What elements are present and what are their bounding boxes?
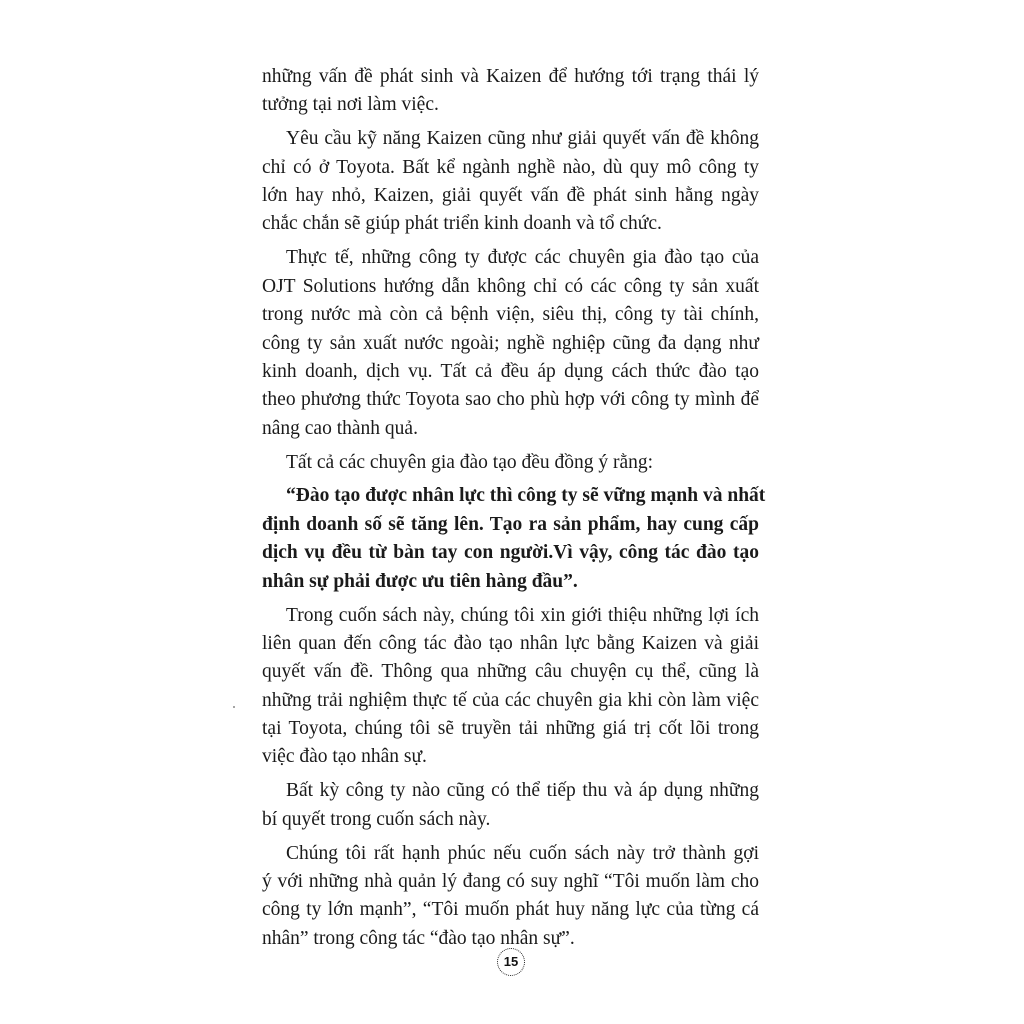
text-line: những vấn đề phát sinh và Kaizen để hướng tới trạng thái lý [262,66,759,87]
text-line: tại Toyota, chúng tôi sẽ truyền tải những giá trị cốt lõi trong [262,718,759,740]
paragraph [262,244,759,443]
text-line: tưởng tại nơi làm việc. [262,94,439,116]
paragraph [262,449,759,477]
paragraph [262,777,759,834]
text-line: bí quyết trong cuốn sách này. [262,808,491,830]
text-line: Bất kỳ công ty nào cũng có thể tiếp thu và áp dụng những [286,780,759,802]
text-line: định doanh số sẽ tăng lên. Tạo ra sản phẩm, hay cung cấp [262,513,759,535]
text-line: nhân” trong công tác “đào tạo nhân sự”. [262,927,575,949]
page-number: 15 [497,948,525,976]
text-line: ý với những nhà quản lý đang có suy nghĩ “Tôi muốn làm cho [262,871,759,893]
text-line: Thực tế, những công ty được các chuyên gia đào tạo của [286,247,759,269]
text-line: Chúng tôi rất hạnh phúc nếu cuốn sách này trở thành gợi [286,842,759,864]
text-line: Tất cả các chuyên gia đào tạo đều đồng ý rằng: [286,451,654,473]
text-line: trong nước mà còn cả bệnh viện, siêu thị, công ty tài chính, [262,304,759,326]
paragraph [262,63,759,120]
text-line: chỉ có ở Toyota. Bất kể ngành nghề nào, dù quy mô công ty [262,156,759,178]
text-line: công ty sản xuất nước ngoài; nghề nghiệp cũng đa dạng như [262,332,759,354]
text-line: Trong cuốn sách này, chúng tôi xin giới thiệu những lợi ích [286,604,759,626]
text-line: Yêu cầu kỹ năng Kaizen cũng như giải quyết vấn đề không [286,128,759,150]
text-line: kinh doanh, dịch vụ. Tất cả đều áp dụng cách thức đào tạo [262,360,759,382]
margin-mark [233,706,235,708]
text-line: theo phương thức Toyota sao cho phù hợp với công ty mình để [262,389,759,411]
text-line: nâng cao thành quả. [262,417,418,439]
book-page-text [262,63,766,959]
text-line: công ty lớn mạnh”, “Tôi muốn phát huy năng lực của từng cá [262,899,759,921]
paragraph [262,602,759,772]
text-line: việc đào tạo nhân sự. [262,746,427,768]
bold-quote [262,482,766,596]
text-line: những trải nghiệm thực tế của các chuyên gia khi còn làm việc [262,689,759,711]
text-line: “Đào tạo được nhân lực thì công ty sẽ vững mạnh và nhất [286,485,766,507]
text-line: OJT Solutions hướng dẫn không chỉ có các công ty sản xuất [262,275,759,297]
text-line: liên quan đến công tác đào tạo nhân lực bằng Kaizen và giải [262,632,759,654]
text-line: chắc chắn sẽ giúp phát triển kinh doanh và tổ chức. [262,213,662,235]
text-line: dịch vụ đều từ bàn tay con người.Vì vậy, công tác đào tạo [262,542,759,564]
text-line: lớn hay nhỏ, Kaizen, giải quyết vấn đề phát sinh hằng ngày [262,185,759,207]
paragraph [262,125,759,239]
text-line: nhân sự phải được ưu tiên hàng đầu”. [262,570,578,592]
paragraph [262,840,759,954]
text-line: quyết vấn đề. Thông qua những câu chuyện cụ thể, cũng là [262,661,759,683]
